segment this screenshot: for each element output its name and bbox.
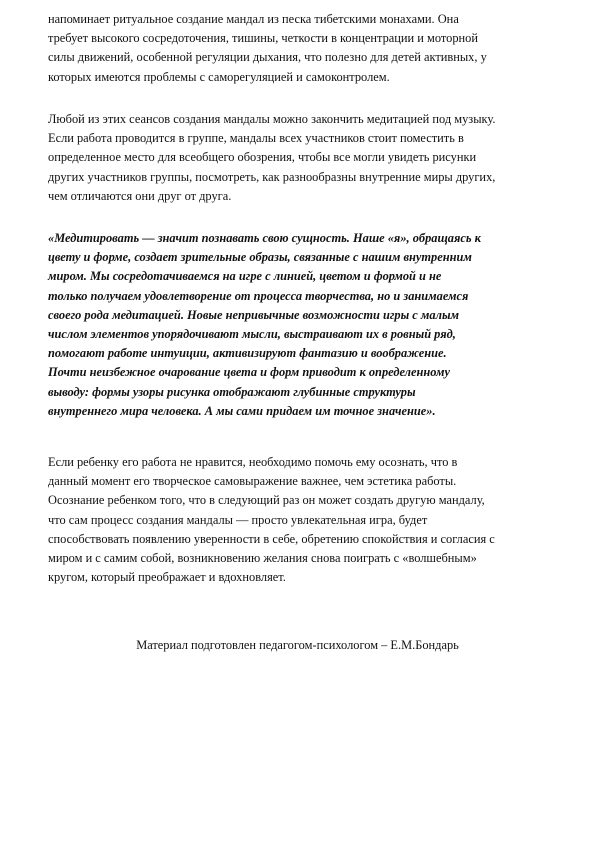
author-credit: Материал подготовлен педагогом-психологом – Е.М.Бондарь [136, 638, 459, 652]
text-line: которых имеются проблемы с саморегуляцией и самоконтролем. [48, 69, 390, 84]
text-line: требует высокого сосредоточения, тишины, четкости в концентрации и моторной [48, 31, 478, 46]
text-line: Если ребенку его работа не нравится, необходимо помочь ему осознать, что в [48, 455, 458, 469]
text-line: Осознание ребенком того, что в следующий раз он может создать другую мандалу, [48, 493, 485, 508]
quote-line: помогают работе интуиции, активизируют фантазию и воображение. [48, 346, 447, 361]
text-line: кругом, который преображает и вдохновляет. [48, 570, 286, 585]
text-line: миром и с самим собой, возникновению желания снова поиграть с «волшебным» [48, 551, 477, 566]
text-line: Любой из этих сеансов создания мандалы можно закончить медитацией под музыку. [48, 112, 496, 126]
text-line: способствовать появлению уверенности в себе, обретению спокойствия и согласия с [48, 531, 495, 546]
paragraph-mandala-sand [48, 10, 558, 87]
quote-line: числом элементов упорядочивают мысли, выстраивают их в ровный ряд, [48, 327, 456, 342]
quote-line: своего рода медитацией. Новые непривычные возможности игры с малым [48, 307, 460, 322]
quote-line: миром. Мы сосредотачиваемся на игре с линией, цветом и формой и не [48, 269, 442, 284]
text-line: данный момент его творческое самовыражение важнее, чем эстетика работы. [48, 474, 457, 489]
quote-line: «Медитировать — значит познавать свою сущность. Наше «я», обращаясь к [48, 231, 481, 245]
text-line: чем отличаются они друг от друга. [48, 188, 232, 203]
text-line: Если работа проводится в группе, мандалы всех участников стоит поместить в [48, 131, 464, 146]
quote-paragraph [48, 229, 558, 421]
quote-line: выводу: формы узоры рисунка отображают глубинные структуры [48, 384, 416, 399]
quote-line: только получаем удовлетворение от процесса творчества, но и занимаемся [48, 288, 469, 303]
quote-line: внутреннего мира человека. А мы сами придаем им точное значение». [48, 403, 436, 418]
paragraph-meditation-group [48, 110, 558, 206]
quote-line: Почти неизбежное очарование цвета и форм приводит к определенному [48, 365, 450, 380]
text-line: силы движений, особенной регуляции дыхания, что полезно для детей активных, у [48, 50, 487, 65]
text-line: определенное место для всеобщего обозрения, чтобы все могли увидеть рисунки [48, 150, 477, 165]
text-line: напоминает ритуальное создание мандал из песка тибетскими монахами. Она [48, 12, 459, 26]
text-line: что сам процесс создания мандалы — просто увлекательная игра, будет [48, 512, 428, 527]
quote-line: цвету и форме, создает зрительные образы, связанные с нашим внутренним [48, 250, 472, 265]
paragraph-child-work [48, 453, 558, 587]
text-line: других участников группы, посмотреть, как разнообразны внутренние миры других, [48, 169, 496, 184]
